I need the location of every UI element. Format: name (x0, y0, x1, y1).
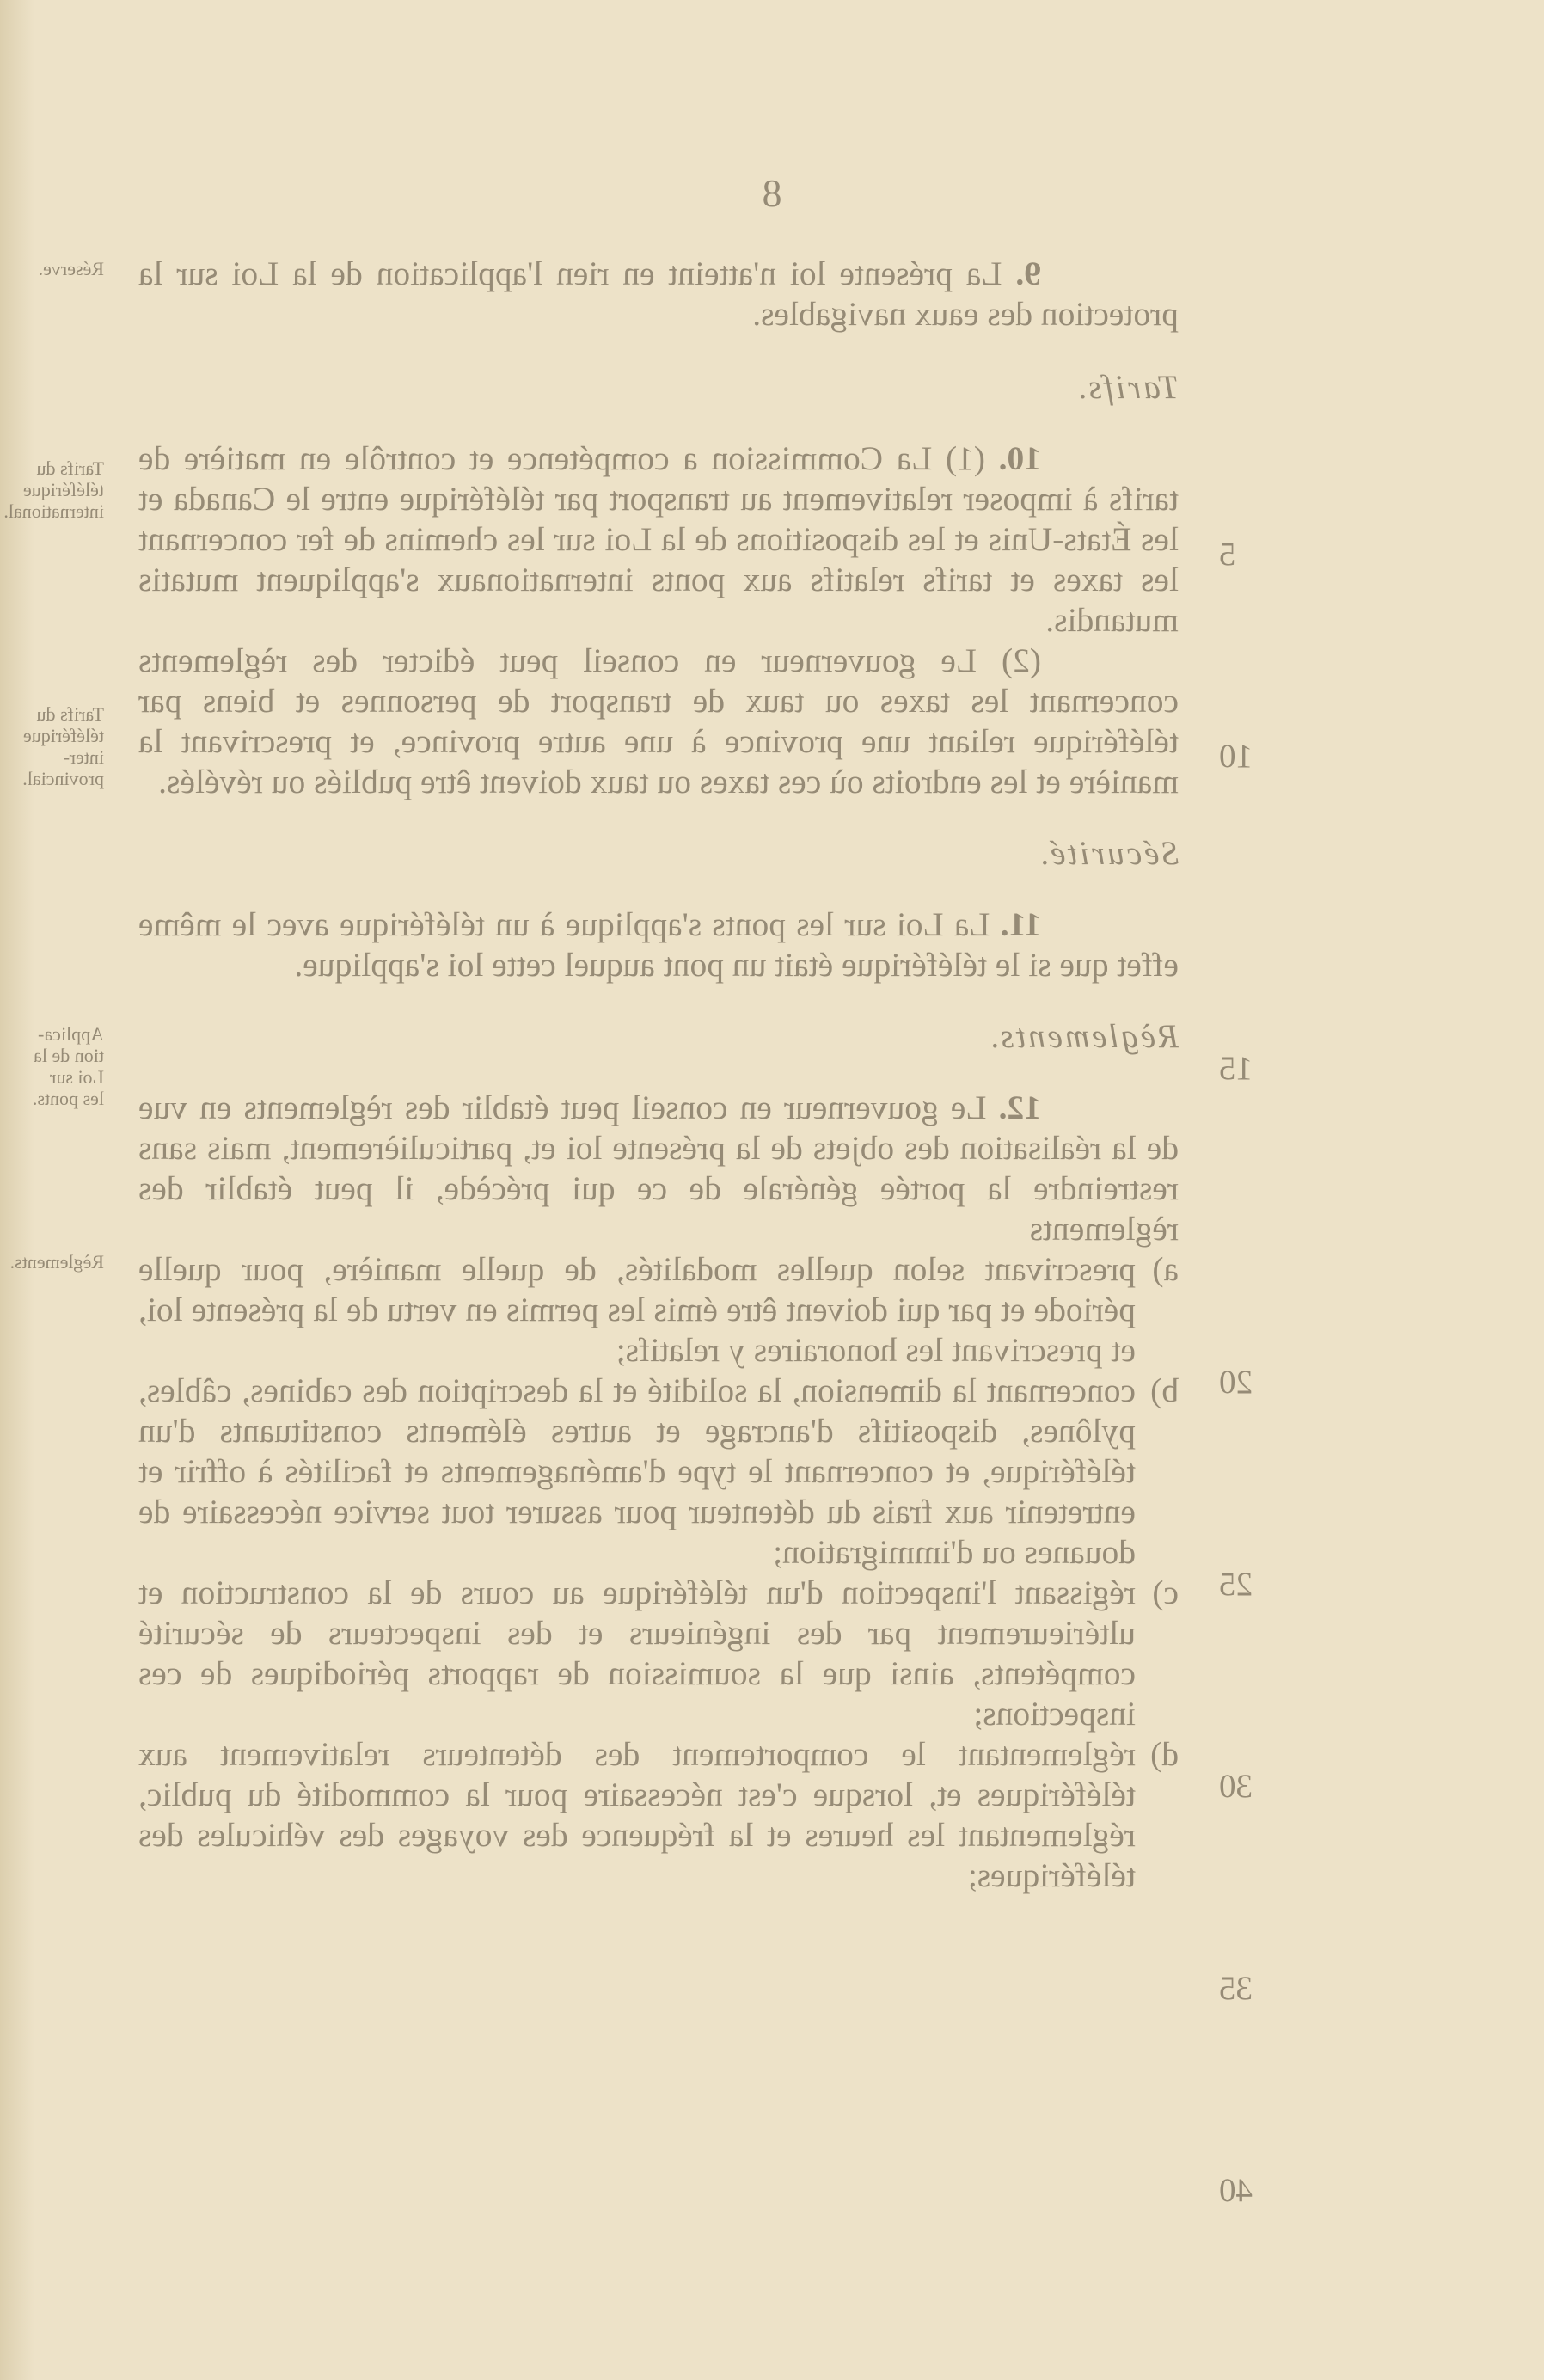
list-item: c) régissant l'inspection d'un téléférique au cours de la construction et ultérieurement par des ingénieurs et des inspecteurs de sécurité compétents, ainsi que la soumission de rapports périodiques de ces inspections; (138, 1573, 1179, 1733)
section-9: 9. La présente loi n'atteint en rien l'application de la Loi sur la protection des eaux navigables. (138, 255, 1179, 333)
line-number: 25 (1219, 1566, 1253, 1603)
heading-tarifs: Tarifs. (1075, 369, 1179, 406)
heading-reglements: Règlements. (987, 1018, 1179, 1055)
line-number: 20 (1219, 1364, 1253, 1401)
line-number: 35 (1219, 1970, 1253, 2007)
section-12-intro: 12. Le gouverneur en conseil peut établir des règlements en vue de la réalisation des objets de la présente loi et, particulièrement, mais sans restreindre la portée générale de ce qui précède, il peut établir des règlements (138, 1089, 1179, 1248)
main-text-column (138, 254, 1179, 1896)
section-11: 11. La Loi sur les ponts s'applique à un téléférique avec le même effet que si le téléférique était un pont auquel cette loi s'applique. (138, 905, 1179, 984)
margin-note-intl: Tarifs du téléférique international. (3, 457, 104, 522)
line-number: 40 (1219, 2172, 1253, 2209)
page-number: 8 (762, 171, 782, 215)
margin-note-interprov: Tarifs du téléférique inter- provincial. (22, 703, 104, 789)
list-item: d) réglementant le comportement des détenteurs relativement aux téléfériques et, lorsque c'est nécessaire pour la commodité du public, réglementant les heures et la fréquence des voyages des véhicules des téléfériques; (138, 1735, 1179, 1894)
line-number: 10 (1219, 738, 1253, 775)
section-10-1: 10. (1) La Commission a compétence et contrôle en matière de tarifs à imposer relativement au transport par téléférique entre le Canada et les États-Unis et les dispositions de la Loi sur les chemins de fer concernant les taxes et tarifs relatifs aux ponts internationaux s'appliquent mutatis mutandis. (138, 439, 1179, 639)
line-number: 15 (1219, 1050, 1253, 1087)
line-number: 5 (1219, 536, 1236, 573)
section-10-2: (2) Le gouverneur en conseil peut édicter des règlements concernant les taxes ou taux de transport de personnes et biens par téléférique reliant une province à une autre province, et prescrivant la manière et les endroits où ces taxes ou taux doivent être publiés ou révélés. (138, 641, 1179, 800)
margin-note-application: Applica- tion de la Loi sur les ponts. (32, 1023, 104, 1109)
margin-note-reglements: Règlements. (9, 1251, 104, 1273)
list-item: a) prescrivant selon quelles modalités, de quelle manière, pour quelle période et par qui doivent être émis les permis en vertu de la présente loi, et prescrivant les honoraires y relatifs; (138, 1250, 1179, 1369)
line-number: 30 (1219, 1768, 1253, 1805)
list-item: b) concernant la dimension, la solidité et la description des cabines, câbles, pylônes, dispositifs d'ancrage et autres éléments constituants d'un téléférique, et concernant le type d'aménagements et facilités à offrir et entretenir aux frais du détenteur pour assurer tout service nécessaire de douanes ou d'immigration; (138, 1371, 1179, 1571)
heading-securite: Sécurité. (1037, 835, 1179, 872)
section-12-items (138, 1249, 1179, 1896)
margin-note-reserve: Réserve. (38, 258, 104, 279)
